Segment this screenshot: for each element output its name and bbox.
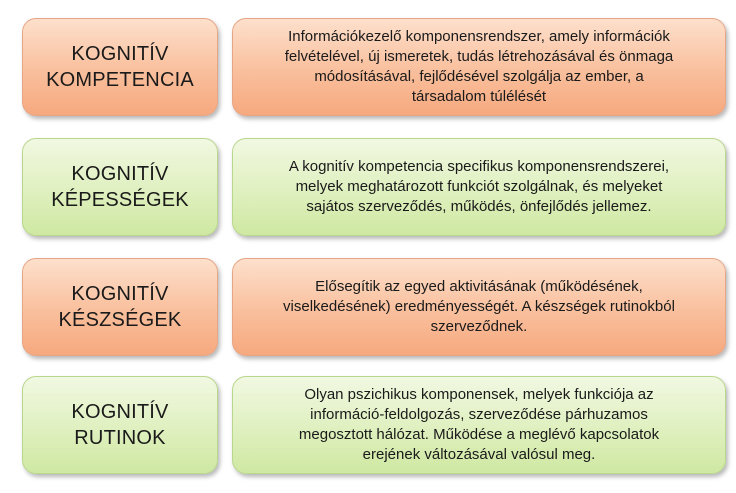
concept-title-line: KÉSZSÉGEK	[58, 309, 182, 331]
concept-title	[46, 41, 194, 93]
description-line: módosításával, fejlődésével szolgálja az ember, a	[314, 68, 644, 85]
concept-title-line: KOGNITÍV	[71, 283, 169, 305]
concept-title-line: KOMPETENCIA	[46, 69, 194, 91]
description-text	[283, 277, 675, 337]
description-line: társadalom túlélését	[411, 88, 547, 105]
description-line: melyek meghatározott funkciót szolgálnak, és melyeket	[295, 178, 663, 195]
description-line: erejének változásával valósul meg.	[362, 446, 596, 463]
description-box-keszsegek	[232, 258, 726, 356]
concept-title-line: KOGNITÍV	[71, 163, 169, 185]
description-line: Információkezelő komponensrendszer, amely információk	[288, 28, 670, 45]
description-line: sajátos szerveződés, működés, önfejlődés jellemez.	[306, 198, 652, 215]
description-box-kepessegek	[232, 138, 726, 236]
description-line: szerveződnek.	[430, 318, 528, 335]
concept-box-keszsegek	[22, 258, 218, 356]
concept-title	[71, 399, 168, 451]
description-line: A kognitív kompetencia specifikus komponensrendszerei,	[288, 158, 670, 175]
description-line: viselkedésének) eredményességét. A készségek rutinokból	[283, 298, 675, 315]
description-line: felvételével, új ismeretek, tudás létrehozásával és önmaga	[284, 48, 674, 65]
description-text	[285, 27, 674, 107]
description-box-rutinok	[232, 376, 726, 474]
concept-title-line: KÉPESSÉGEK	[51, 189, 189, 211]
concept-title-line: RUTINOK	[74, 427, 166, 449]
description-line: megosztott hálózat. Működése a meglévő kapcsolatok	[298, 426, 660, 443]
concept-box-kompetencia	[22, 18, 218, 116]
concept-box-rutinok	[22, 376, 218, 474]
description-box-kompetencia	[232, 18, 726, 116]
description-line: információ-feldolgozás, szerveződése párhuzamos	[310, 406, 648, 423]
concept-title-line: KOGNITÍV	[71, 401, 169, 423]
concept-title	[59, 281, 182, 333]
description-line: Olyan pszichikus komponensek, melyek funkciója az	[304, 386, 654, 403]
concept-box-kepessegek	[22, 138, 218, 236]
concept-title-line: KOGNITÍV	[71, 43, 169, 65]
description-line: Elősegítik az egyed aktivitásának (működésének,	[315, 278, 643, 295]
concept-title	[51, 161, 189, 213]
description-text	[299, 385, 659, 465]
description-text	[289, 157, 669, 217]
